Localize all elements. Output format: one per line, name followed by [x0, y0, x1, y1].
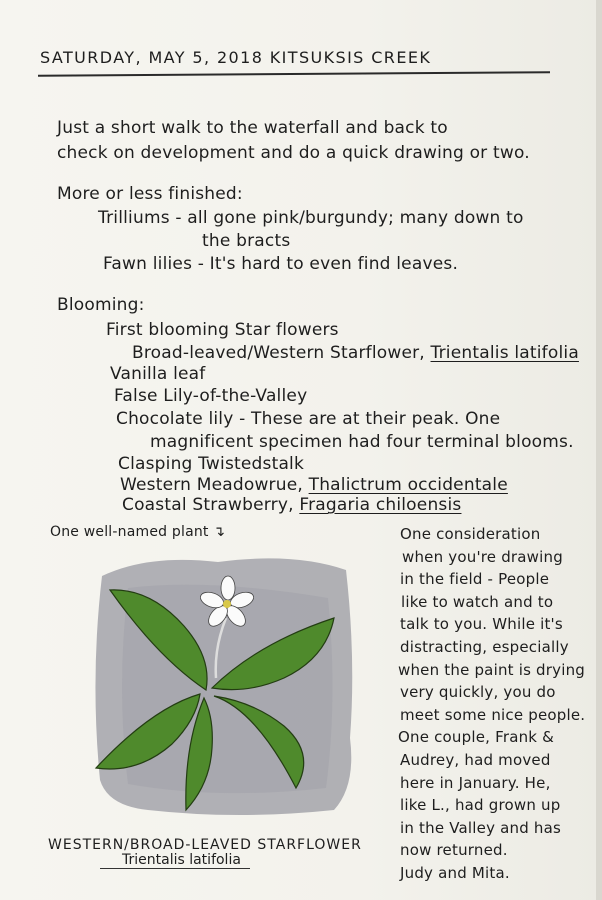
fawn-lily-line: Fawn lilies - It's hard to even find leaves.: [103, 254, 459, 274]
meadowrue-latin: Thalictrum occidentale: [308, 475, 508, 495]
strawberry-line: [122, 495, 461, 515]
page-title: SATURDAY, MAY 5, 2018 KITSUKSIS CREEK: [40, 48, 432, 67]
vanilla-leaf-line: Vanilla leaf: [110, 364, 206, 384]
false-lily-line: False Lily-of-the-Valley: [114, 386, 308, 406]
starflower-line-1: First blooming Star flowers: [106, 320, 339, 340]
strawberry-latin: Fragaria chiloensis: [299, 495, 462, 515]
plant-note: [50, 522, 225, 542]
note-line: Audrey, had moved: [400, 751, 551, 769]
sketch-caption: WESTERN/BROAD-LEAVED STARFLOWER: [48, 837, 362, 853]
arrow-icon: ↴: [213, 524, 226, 540]
sketch-caption-latin: Trientalis latifolia: [122, 852, 241, 868]
note-line: talk to you. While it's: [400, 615, 563, 634]
starflower-common: Broad-leaved/Western Starflower,: [132, 343, 425, 363]
note-line: One couple, Frank &: [398, 728, 555, 747]
chocolate-lily-line-1: Chocolate lily - These are at their peak. One: [116, 409, 501, 429]
page-edge: [596, 0, 602, 900]
note-line: distracting, especially: [400, 638, 569, 656]
note-line: when the paint is drying: [398, 660, 586, 679]
caption-underline: [100, 868, 250, 869]
note-line: in the Valley and has: [400, 818, 562, 837]
blooming-heading: Blooming:: [57, 295, 145, 315]
note-line: One consideration: [400, 525, 541, 543]
meadowrue-common: Western Meadowrue,: [120, 475, 303, 495]
intro-line-1: Just a short walk to the waterfall and back to: [57, 118, 448, 138]
starflower-line-2: [132, 343, 579, 363]
chocolate-lily-line-2: magnificent specimen had four terminal blooms.: [150, 432, 574, 452]
note-line: meet some nice people.: [400, 705, 586, 724]
starflower-sketch: [88, 548, 358, 818]
note-line: in the field - People: [400, 570, 550, 589]
finished-heading: More or less finished:: [57, 184, 243, 204]
note-line: now returned.: [400, 841, 508, 860]
note-line: Judy and Mita.: [400, 864, 510, 882]
title-underline: [38, 71, 550, 76]
note-line: like to watch and to: [401, 592, 554, 611]
meadowrue-line: [120, 475, 508, 495]
twistedstalk-line: Clasping Twistedstalk: [118, 454, 305, 474]
intro-line-2: check on development and do a quick drawing or two.: [57, 143, 530, 163]
note-line: when you're drawing: [402, 547, 563, 566]
strawberry-common: Coastal Strawberry,: [122, 495, 294, 515]
plant-note-text: One well-named plant: [50, 524, 209, 540]
trillium-line-1: Trilliums - all gone pink/burgundy; many down to: [98, 208, 524, 228]
starflower-latin: Trientalis latifolia: [430, 343, 579, 363]
note-line: here in January. He,: [400, 773, 551, 792]
note-line: like L., had grown up: [400, 796, 561, 815]
note-line: very quickly, you do: [400, 683, 556, 702]
trillium-line-2: the bracts: [202, 231, 291, 251]
